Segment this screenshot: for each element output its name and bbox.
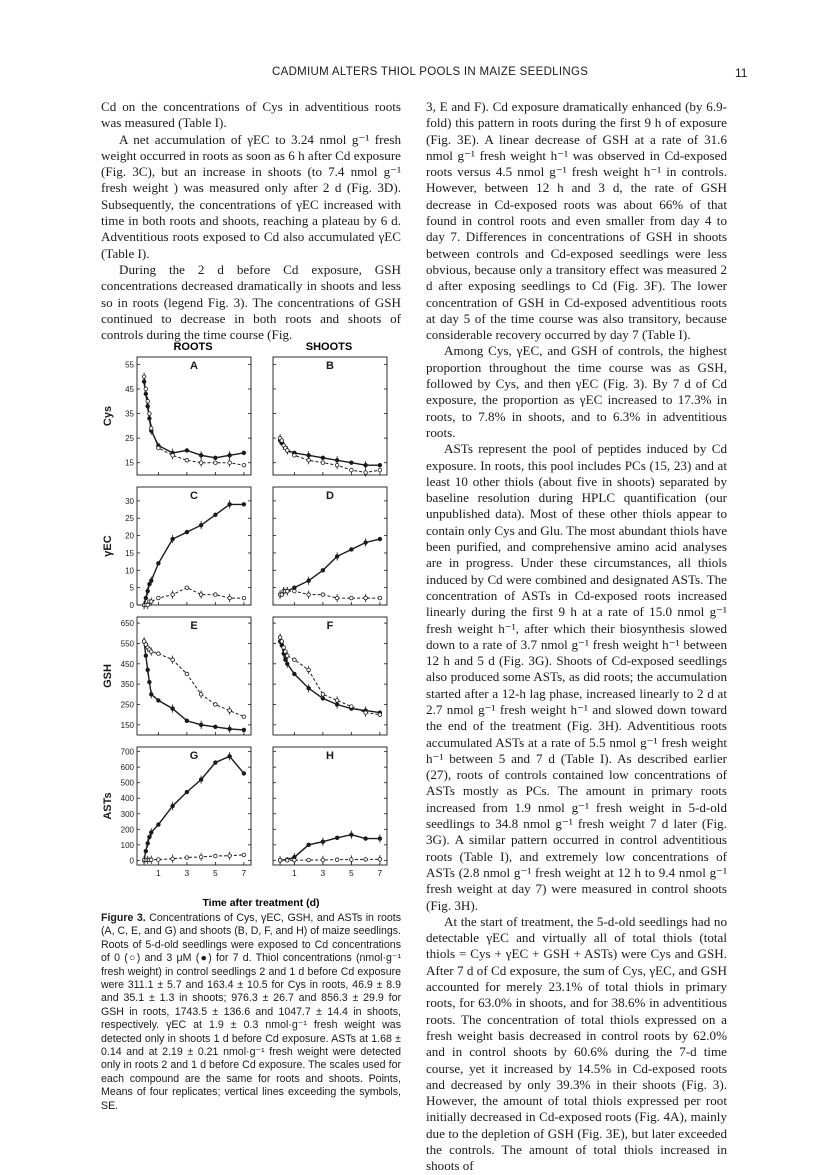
- panel-frame: [137, 357, 251, 475]
- figure-3: [101, 336, 401, 911]
- data-point: [185, 672, 189, 676]
- data-point: [144, 849, 148, 853]
- data-point: [185, 790, 189, 794]
- data-point: [185, 856, 189, 860]
- data-point: [350, 468, 354, 472]
- y-tick-label: 5: [129, 583, 134, 593]
- data-point: [293, 586, 297, 590]
- data-point: [321, 840, 325, 844]
- x-tick-label: 1: [292, 868, 297, 878]
- data-point: [350, 461, 354, 465]
- data-point: [364, 471, 368, 475]
- panel-letter: D: [326, 490, 334, 502]
- x-tick-label: 7: [241, 868, 247, 878]
- data-point: [285, 589, 289, 593]
- data-point: [214, 456, 218, 460]
- roots-heading: ROOTS: [173, 341, 213, 353]
- data-point: [285, 662, 289, 666]
- panel-frame: [273, 617, 387, 735]
- data-point: [171, 707, 175, 711]
- y-tick-label: 500: [120, 778, 134, 788]
- data-point: [350, 548, 354, 552]
- y-tick-label: 55: [125, 360, 134, 370]
- data-point: [144, 392, 148, 396]
- data-point: [214, 725, 218, 729]
- data-point: [171, 804, 175, 808]
- data-point: [293, 658, 297, 662]
- series-line-cd: [280, 641, 380, 712]
- data-point: [144, 654, 148, 658]
- series-line-cd: [144, 504, 244, 605]
- data-point: [284, 650, 288, 654]
- running-head: CADMIUM ALTERS THIOL POOLS IN MAIZE SEEDLINGS: [272, 66, 589, 78]
- data-point: [149, 426, 153, 430]
- data-point: [185, 449, 189, 453]
- y-tick-label: 25: [125, 514, 134, 524]
- data-point: [321, 461, 325, 465]
- data-point: [171, 593, 175, 597]
- data-point: [364, 541, 368, 545]
- data-point: [149, 858, 153, 862]
- data-point: [242, 503, 246, 507]
- panel-frame: [273, 357, 387, 475]
- y-tick-label: 600: [120, 763, 134, 773]
- y-tick-label: 30: [125, 496, 134, 506]
- series-line-cd: [144, 756, 244, 860]
- data-point: [284, 658, 288, 662]
- data-point: [228, 755, 232, 759]
- data-point: [214, 513, 218, 517]
- data-point: [228, 503, 232, 507]
- x-tick-label: 5: [213, 868, 218, 878]
- data-point: [364, 596, 368, 600]
- data-point: [378, 537, 382, 541]
- x-tick-label: 5: [349, 868, 354, 878]
- data-point: [278, 859, 282, 863]
- data-point: [293, 589, 297, 593]
- panel-frame: [273, 487, 387, 605]
- panel-A: [102, 357, 251, 475]
- data-point: [242, 853, 246, 857]
- data-point: [148, 582, 152, 586]
- data-point: [144, 596, 148, 600]
- data-point: [214, 703, 218, 707]
- data-point: [378, 596, 382, 600]
- data-point: [199, 855, 203, 859]
- data-point: [293, 858, 297, 862]
- data-point: [149, 693, 153, 697]
- data-point: [157, 823, 161, 827]
- data-point: [148, 680, 152, 684]
- data-point: [282, 646, 286, 650]
- data-point: [364, 463, 368, 467]
- data-point: [335, 836, 339, 840]
- data-point: [157, 652, 161, 656]
- data-point: [157, 446, 161, 450]
- data-point: [142, 375, 146, 379]
- y-tick-label: 45: [125, 384, 134, 394]
- data-point: [228, 596, 232, 600]
- y-axis-label: γEC: [102, 535, 114, 557]
- data-point: [307, 686, 311, 690]
- data-point: [157, 596, 161, 600]
- data-point: [149, 579, 153, 583]
- data-point: [280, 593, 284, 597]
- y-tick-label: 25: [125, 434, 134, 444]
- data-point: [146, 668, 150, 672]
- right-column: [426, 99, 727, 1175]
- data-point: [307, 668, 311, 672]
- data-point: [228, 709, 232, 713]
- data-point: [321, 593, 325, 597]
- data-point: [149, 650, 153, 654]
- data-point: [321, 693, 325, 697]
- data-point: [280, 640, 284, 644]
- data-point: [307, 843, 311, 847]
- data-point: [228, 727, 232, 731]
- data-point: [285, 859, 289, 863]
- data-point: [350, 705, 354, 709]
- left-column: [101, 99, 401, 343]
- y-tick-label: 300: [120, 809, 134, 819]
- data-point: [171, 857, 175, 861]
- paragraph: During the 2 d before Cd exposure, GSH concentrations decreased dramatically in shoots and less so in roots (legend Fig. 3). The concentrations of GSH continued to decrease in both roots and shoots of controls during the time course (Fig.: [101, 261, 401, 343]
- panel-frame: [273, 747, 387, 865]
- data-point: [199, 461, 203, 465]
- data-point: [321, 858, 325, 862]
- paragraph: A net accumulation of γEC to 3.24 nmol g⁻¹ fresh weight occurred in roots as soon as 6 h after Cd exposure (Fig. 3C), but an increase in shoots (to 7.4 nmol g⁻¹ fresh weight ) was measured only after 2 d (Fig. 3D). Subsequently, the concentrations of γEC increased with time in both roots and shoots, reaching a plateau by 6 d. Adventitious roots exposed to Cd also accumulated γEC (Table I).: [101, 131, 401, 261]
- data-point: [228, 854, 232, 858]
- data-point: [146, 399, 150, 403]
- data-point: [364, 837, 368, 841]
- data-point: [149, 600, 153, 604]
- panel-F: [273, 617, 387, 735]
- panel-letter: B: [326, 360, 334, 372]
- data-point: [364, 858, 368, 862]
- data-point: [185, 586, 189, 590]
- y-tick-label: 0: [129, 601, 134, 610]
- data-point: [171, 537, 175, 541]
- data-point: [146, 841, 150, 845]
- data-point: [293, 454, 297, 458]
- data-point: [185, 458, 189, 462]
- caption-text: Concentrations of Cys, γEC, GSH, and ASTs in roots (A, C, E, and G) and shoots (B, D, F, and H) of maize seedlings. Roots of 5-d-old seedlings were exposed to Cd concentrations of 0 (○) and 3 μM (●) for 7 d. Thiol concentrations (nmol·g⁻¹ fresh weight) in control seedlings 2 and 1 d before Cd exposure were 311.1 ± 5.7 and 163.4 ± 10.5 for Cys in roots, 46.9 ± 8.9 and 35.1 ± 1.3 in shoots; 976.3 ± 26.7 and 856.3 ± 29.9 for GSH in roots, 1743.5 ± 136.6 and 1047.7 ± 14.4 in shoots, respectively. γEC at 1.9 ± 0.3 nmol·g⁻¹ fresh weight was detected only in shoots 1 d before Cd exposure. ASTs at 1.68 ± 0.14 and at 2.19 ± 0.21 nmol·g⁻¹ fresh weight were detected only in roots 2 and 1 d before Cd exposure. The scales used for each compound are the same for roots and shoots. Points, Means of four replicates; vertical lines exceeding the symbols, SE.: [101, 912, 402, 1112]
- data-point: [242, 772, 246, 776]
- data-point: [285, 654, 289, 658]
- data-point: [350, 858, 354, 862]
- data-point: [378, 468, 382, 472]
- data-point: [148, 835, 152, 839]
- paragraph: At the start of treatment, the 5-d-old seedlings had no detectable γEC and virtually all of total thiols (total thiols = Cys + γEC + GSH + ASTs) were Cys and GSH. After 7 d of Cd exposure, the sum of Cys, γEC, and GSH accounted for merely 23.1% of total thiols in primary roots, for 63.0% in shoots, and for 38.6% in adventitious roots. The concentration of total thiols expressed on a fresh weight basis decreased in control roots by 62.0% and in control shoots by 60.6% during the 7-d time course, yet it increased by 14.5% in Cd-exposed roots and decreased by only 39.3% in their shoots (Fig. 3). However, the amount of total thiols expressed per root initially decreased in Cd-exposed roots (Fig. 4A), mainly due to the depletion of GSH (Fig. 3E), but later exceeded the controls. The amount of total thiols increased in shoots of: [426, 913, 727, 1174]
- panel-letter: G: [189, 750, 199, 762]
- panel-G: [102, 747, 251, 878]
- panel-D: [273, 487, 387, 605]
- data-point: [214, 761, 218, 765]
- panel-frame: [137, 747, 251, 865]
- data-point: [199, 778, 203, 782]
- data-point: [335, 463, 339, 467]
- data-point: [228, 454, 232, 458]
- panel-letter: F: [326, 620, 334, 632]
- y-tick-label: 350: [120, 680, 134, 690]
- data-point: [214, 854, 218, 858]
- data-point: [321, 456, 325, 460]
- figure-caption: [101, 912, 401, 1113]
- y-tick-label: 0: [129, 856, 134, 866]
- data-point: [146, 603, 150, 607]
- paragraph: ASTs represent the pool of peptides induced by Cd exposure. In roots, this pool includes PCs (15, 23) and at least 10 other thiols (about five in shoots) separated by baseline resolution during HPLC quantification (our unpublished data). Most of these other thiols appear to contain only Cys and Glu. The most abundant thiols have been purified, and comprehensive amino acid analyses are in progress. Under these circumstances, all thiols induced by Cd were combined and designated ASTs. The concentration of ASTs in Cd-exposed roots increased linearly during the first 9 h at a rate of 15.0 nmol g⁻¹ fresh weight h⁻¹, after which their biosynthesis slowed down to a rate of 3.7 nmol g⁻¹ fresh weight h⁻¹ between 12 h and 5 d (Fig. 3G). Shoots of Cd-exposed seedlings also produced some ASTs, as did roots; the accumulation started after a 12-h lag phase, increased linearly to 2 d at 2.7 nmol g⁻¹ fresh weight h⁻¹ and slowed down toward the end of the treatment (Fig. 3H). Adventitious roots accumulated ASTs at a rate of 5.5 nmol g⁻¹ fresh weight h⁻¹ between 5 and 7 d (Table I). As described earlier (27), roots of controls contained low concentrations of ASTs mostly as PCs. The amount in primary roots increased from 1.9 nmol g⁻¹ fresh weight in 5-d-old seedlings to 34.8 nmol g⁻¹ fresh weight 7 d later (Fig. 3G). A similar pattern occurred in control adventitious roots (Table I), and extremely low concentrations of ASTs (2.8 nmol g⁻¹ fresh weight at 12 h to 9.4 nmol g⁻¹ fresh weight at day 7) were measured in control shoots (Fig. 3H).: [426, 441, 727, 913]
- panel-C: [102, 487, 251, 610]
- data-point: [335, 596, 339, 600]
- data-point: [242, 715, 246, 719]
- x-tick-label: 1: [156, 868, 161, 878]
- paragraph: Cd on the concentrations of Cys in adventitious roots was measured (Table I).: [101, 99, 401, 131]
- panel-B: [273, 357, 387, 477]
- data-point: [350, 833, 354, 837]
- data-point: [214, 461, 218, 465]
- panel-E: [102, 617, 251, 735]
- data-point: [378, 463, 382, 467]
- y-axis-label: GSH: [102, 664, 114, 688]
- data-point: [185, 530, 189, 534]
- x-tick-label: 3: [320, 868, 326, 878]
- y-tick-label: 400: [120, 794, 134, 804]
- data-point: [321, 697, 325, 701]
- data-point: [214, 593, 218, 597]
- panel-frame: [137, 617, 251, 735]
- data-point: [242, 728, 246, 732]
- data-point: [199, 523, 203, 527]
- y-axis-label: ASTs: [102, 792, 114, 820]
- data-point: [185, 719, 189, 723]
- data-point: [146, 589, 150, 593]
- data-point: [242, 596, 246, 600]
- y-tick-label: 10: [125, 566, 134, 576]
- data-point: [149, 831, 153, 835]
- data-point: [285, 449, 289, 453]
- data-point: [293, 672, 297, 676]
- y-tick-label: 700: [120, 747, 134, 757]
- data-point: [171, 454, 175, 458]
- y-tick-label: 35: [125, 409, 134, 419]
- data-point: [307, 858, 311, 862]
- data-point: [378, 837, 382, 841]
- data-point: [321, 568, 325, 572]
- x-tick-label: 3: [184, 868, 190, 878]
- caption-label: Figure 3.: [101, 912, 146, 924]
- y-tick-label: 15: [125, 458, 134, 468]
- panel-letter: A: [190, 360, 198, 372]
- data-point: [307, 458, 311, 462]
- data-point: [148, 412, 152, 416]
- y-tick-label: 15: [125, 548, 134, 558]
- paragraph: Among Cys, γEC, and GSH of controls, the highest proportion throughout the time course was as GSH, followed by Cys, and then γEC (Fig. 3). By 7 d of Cd exposure, the proportion as γEC increased to 17.3% in roots, to 7.8% in shoots, and to 6.3% in adventitious roots.: [426, 343, 727, 440]
- x-tick-label: 7: [377, 868, 383, 878]
- y-tick-label: 200: [120, 825, 134, 835]
- panel-letter: E: [190, 620, 198, 632]
- data-point: [242, 451, 246, 455]
- data-point: [228, 461, 232, 465]
- data-point: [157, 858, 161, 862]
- x-axis-label: Time after treatment (d): [202, 897, 320, 909]
- data-point: [378, 713, 382, 717]
- data-point: [335, 555, 339, 559]
- data-point: [307, 579, 311, 583]
- data-point: [278, 636, 282, 640]
- data-point: [199, 593, 203, 597]
- y-axis-label: Cys: [102, 405, 114, 427]
- series-line-control: [144, 377, 244, 466]
- y-tick-label: 20: [125, 531, 134, 541]
- data-point: [199, 693, 203, 697]
- y-tick-label: 250: [120, 700, 134, 710]
- shoots-heading: SHOOTS: [305, 341, 353, 353]
- paragraph: 3, E and F). Cd exposure dramatically enhanced (by 6.9-fold) this pattern in roots during the first 9 h of exposure (Fig. 3E). A linear decrease of GSH at a rate of 31.6 nmol g⁻¹ fresh weight h⁻¹ was observed in Cd-exposed roots versus 4.5 nmol g⁻¹ fresh weight h⁻¹ in controls. However, between 12 h and 3 d, the rate of GSH decrease in Cd-exposed roots was about 66% of that found in control roots and even smaller from day 4 to day 7. Differences in concentrations of GSH in shoots between controls and Cd-exposed seedlings were less obvious, because only a transitory effect was measured 2 d after exposing seedlings to Cd (Fig. 3F). The lower concentration of GSH in Cd-exposed adventitious roots at day 5 of the time course was also transitory, because considerable recovery occurred by day 7 (Table I).: [426, 99, 727, 343]
- data-point: [157, 562, 161, 566]
- data-point: [199, 454, 203, 458]
- data-point: [171, 658, 175, 662]
- data-point: [307, 593, 311, 597]
- y-tick-label: 650: [120, 619, 134, 629]
- data-point: [199, 723, 203, 727]
- data-point: [335, 858, 339, 862]
- data-point: [350, 596, 354, 600]
- panel-letter: H: [326, 750, 334, 762]
- data-point: [280, 439, 284, 443]
- page-number: 11: [735, 66, 748, 80]
- data-point: [364, 711, 368, 715]
- data-point: [378, 857, 382, 861]
- y-tick-label: 100: [120, 840, 134, 850]
- data-point: [242, 463, 246, 467]
- figure-3-plots: [101, 336, 401, 911]
- panel-H: [273, 747, 387, 878]
- panel-letter: C: [190, 490, 198, 502]
- page-header: [0, 66, 816, 86]
- data-point: [157, 699, 161, 703]
- data-point: [335, 699, 339, 703]
- y-tick-label: 150: [120, 720, 134, 730]
- y-tick-label: 450: [120, 659, 134, 669]
- y-tick-label: 550: [120, 639, 134, 649]
- data-point: [144, 387, 148, 391]
